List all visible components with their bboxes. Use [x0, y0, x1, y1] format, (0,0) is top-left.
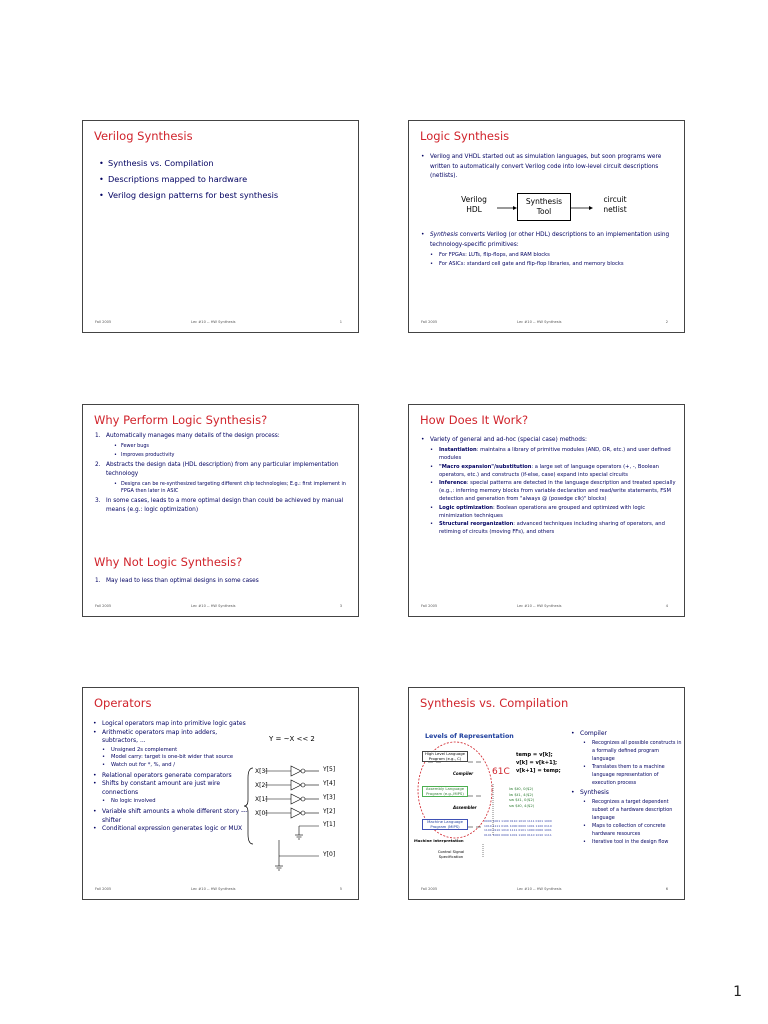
list-item [95, 577, 350, 586]
slide-subtitle: Why Not Logic Synthesis? [94, 555, 243, 569]
slide-title: Verilog Synthesis [94, 129, 193, 143]
asm-line: lw $t1, 4($2) [509, 791, 534, 797]
binary-line: 0101 1000 0000 1001 1100 0110 1010 1111 [484, 832, 552, 837]
emphasis-text: Synthesis [430, 232, 458, 238]
list-item [93, 808, 251, 825]
item-text: Variety of general and ad-hoc (special case) methods: [430, 437, 587, 443]
sub-item: • Translates them to a machine language representation of execution process [583, 763, 683, 787]
term: Instantiation [439, 447, 477, 454]
footer-lecture: Lec #10 -- HW Synthesis [517, 604, 562, 608]
footer-lecture: Lec #10 -- HW Synthesis [191, 320, 236, 324]
bullet-list [571, 730, 683, 848]
binary-code [484, 819, 552, 837]
footer-lecture: Lec #10 -- HW Synthesis [517, 887, 562, 891]
sub-item: • No logic involved [102, 798, 251, 806]
item-head: Compiler [580, 730, 608, 737]
output-label: Y[2] [323, 808, 336, 815]
definition: : special patterns are detected in the language description and treated specially (e.g.,: inferring memory blocks from variable declaration and read/write statements, FSM detection and generation from "always @ (posedge clk)" blocks) [439, 480, 676, 503]
sub-list [106, 442, 350, 459]
slide-title: Why Perform Logic Synthesis? [94, 413, 268, 427]
footer-date: Fall 2005 [421, 887, 438, 891]
csp-label: Control Signal Specification [437, 849, 465, 859]
list-item [93, 825, 251, 834]
sub-item: • Iterative tool in the design flow [583, 838, 683, 846]
slide-footer [83, 604, 358, 612]
list-item [571, 730, 683, 787]
slide-footer [83, 320, 358, 328]
flow-output-label: circuit [603, 195, 627, 204]
slide-footer [409, 604, 684, 612]
input-label: X[2] [255, 782, 268, 789]
page-number: 1 [733, 984, 742, 1000]
definition: : a large set of language operators (+, -, Boolean operators, etc.) and constructs (if-else, case) expand into special circuits [439, 463, 659, 478]
sub-list [106, 481, 350, 495]
list-item [421, 436, 679, 536]
item-text: Variable shift amounts a whole different story --- shifter [102, 807, 248, 824]
list-item: • Descriptions mapped to hardware [99, 171, 344, 187]
asm-line: lw $t0, 0($2) [509, 786, 534, 791]
slide-title: How Does It Work? [420, 413, 529, 427]
output-label: Y[0] [323, 851, 336, 858]
compiler-label: Compiler [453, 771, 474, 776]
asm-code [509, 786, 534, 808]
slide-footer [83, 887, 358, 895]
code-line: temp = v[k]; [516, 752, 553, 758]
box-label: Tool [536, 207, 552, 216]
mi-label: Machine Interpretation [414, 838, 464, 843]
sub-item: • Watch out for *, %, and / [102, 762, 251, 770]
sub-item: • For ASICs: standard cell gate and flip-flop libraries, and memory blocks [430, 260, 676, 269]
list-item [93, 772, 251, 781]
binary-line: 0000 1001 1100 0110 1010 1111 0101 1000 [484, 819, 552, 823]
list-item [95, 497, 350, 515]
item-text: Arithmetic operators map into adders, subtractors, ... [102, 728, 218, 745]
output-label: Y[3] [323, 794, 336, 801]
item-text: Logical operators map into primitive logic gates [102, 720, 246, 727]
numbered-list [95, 432, 350, 515]
list-item [571, 789, 683, 846]
sub-item: • For FPGAs: LUTs, flip-flops, and RAM blocks [430, 251, 676, 260]
flow-input-label: Verilog [461, 195, 487, 204]
slide-4 [408, 404, 685, 617]
footer-slide-number: 4 [665, 604, 668, 608]
slide-title: Synthesis vs. Compilation [420, 696, 569, 710]
binary-line: 1010 1111 0101 1000 0000 1001 1100 0110 [484, 823, 552, 828]
footer-slide-number: 1 [339, 320, 342, 324]
list-item: • Verilog and VHDL started out as simulation languages, but soon programs were written to automatically convert Verilog code into low-level circuit descriptions (netlists). [421, 153, 676, 182]
slide-2 [408, 120, 685, 333]
list-item [93, 720, 251, 729]
bullet-list [99, 155, 344, 203]
footer-lecture: Lec #10 -- HW Synthesis [517, 320, 562, 324]
sub-item [430, 504, 679, 520]
sub-list [583, 798, 683, 846]
sub-item: • Fewer bugs [114, 442, 350, 451]
definition: : advanced techniques including sharing of operators, and retiming of circuits (moving FFs), and others [439, 521, 665, 536]
numbered-list [95, 577, 350, 586]
term: Inference [439, 480, 467, 487]
slide-footer [409, 887, 684, 895]
bullet-list [421, 153, 676, 182]
item-number: 1. [95, 433, 101, 439]
slide-title: Logic Synthesis [420, 129, 510, 143]
item-text: Relational operators generate comparators [102, 771, 232, 779]
footer-lecture: Lec #10 -- HW Synthesis [191, 604, 236, 608]
list-item [421, 231, 676, 268]
item-text: Abstracts the design data (HDL description) from any particular implementation technology [106, 462, 339, 478]
term: Logic optimization [439, 504, 493, 511]
item-text: May lead to less than optimal designs in some cases [106, 578, 259, 584]
sub-item: • Model carry: target is one-bit wider that source [102, 754, 251, 762]
footer-date: Fall 2005 [95, 320, 112, 324]
item-text: Shifts by constant amount are just wire connections [102, 780, 221, 796]
asm-box: Assembly Language Program (e.g.,MIPS) [422, 786, 468, 797]
item-text: Automatically manages many details of the design process: [106, 433, 280, 439]
item-text: converts Verilog (or other HDL) descriptions to an implementation using technology-specific primitives: [430, 232, 670, 248]
synthesis-tool-box [517, 193, 571, 221]
footer-date: Fall 2005 [421, 604, 438, 608]
output-label: Y[1] [323, 821, 336, 828]
code-line: v[k+1] = temp; [516, 768, 561, 774]
slide-3 [82, 404, 359, 617]
slide-5 [82, 687, 359, 900]
list-item [95, 461, 350, 494]
sub-list [430, 446, 679, 536]
sub-item: • Designs can be re-synthesized targeting different chip technologies; E.g.: first implement in FPGA then later in ASIC [114, 481, 350, 495]
assembler-label: Assembler [453, 805, 477, 810]
sub-item: • Unsigned 2s complement [102, 747, 251, 755]
item-text: In some cases, leads to a more optimal design than could be achieved by manual means (e.g.: logic optimization) [106, 497, 344, 513]
item-text: Conditional expression generates logic or MUX [102, 825, 243, 833]
sub-list [102, 798, 251, 806]
term: Structural reorganization [439, 521, 514, 528]
figure-heading: Levels of Representation [425, 733, 514, 740]
sub-item [430, 463, 679, 479]
course-mark: 61C [492, 767, 510, 777]
item-number: 3. [95, 497, 101, 504]
shift-expression: Y = ~X << 2 [269, 735, 315, 743]
sub-item [430, 520, 679, 536]
c-code [516, 751, 561, 775]
bullet-list [421, 436, 679, 538]
slide-6 [408, 687, 685, 900]
footer-slide-number: 3 [339, 604, 342, 608]
list-item [95, 432, 350, 459]
list-item [93, 729, 251, 770]
sub-item [430, 446, 679, 462]
list-item: • Synthesis vs. Compilation [99, 155, 344, 171]
sub-item [430, 479, 679, 504]
definition: : Boolean operations are grouped and optimized with logic minimization techniques [439, 504, 646, 519]
flow-input-label: HDL [466, 205, 482, 214]
footer-date: Fall 2005 [421, 320, 438, 324]
flow-output-label: netlist [603, 205, 627, 214]
term: "Macro expansion"/substitution [439, 463, 532, 470]
list-item: • Verilog design patterns for best synthesis [99, 187, 344, 203]
asm-line: sw $t1, 0($2) [509, 797, 535, 802]
footer-slide-number: 6 [665, 887, 668, 891]
sub-item: • Recognizes all possible constructs in a formally defined program language [583, 739, 683, 763]
slide-title: Operators [94, 696, 152, 710]
code-line: v[k] = v[k+1]; [516, 760, 558, 766]
item-number: 2. [95, 462, 101, 469]
sub-list [430, 251, 676, 268]
output-label: Y[5] [323, 766, 336, 773]
sub-item: • Improves productivity [114, 451, 350, 460]
item-head: Synthesis [580, 789, 609, 797]
box-label: Synthesis [525, 197, 563, 206]
footer-lecture: Lec #10 -- HW Synthesis [191, 887, 236, 891]
input-label: X[0] [255, 810, 268, 817]
footer-slide-number: 2 [665, 320, 668, 324]
definition: : maintains a library of primitive modules (AND, OR, etc.) and user defined modules [439, 447, 671, 462]
sub-list [102, 747, 251, 770]
list-item [93, 780, 251, 806]
item-number: 1. [95, 578, 101, 584]
input-labels [255, 765, 268, 821]
slide-1 [82, 120, 359, 333]
footer-date: Fall 2005 [95, 604, 112, 608]
sub-item: • Recognizes a target dependent subset of a hardware description language [583, 798, 683, 822]
output-label: Y[4] [323, 780, 336, 787]
footer-slide-number: 5 [339, 887, 342, 891]
asm-line: sw $t0, 4($2) [509, 802, 535, 808]
input-label: X[1] [255, 796, 268, 803]
sub-list [583, 739, 683, 787]
slide-footer [409, 320, 684, 328]
binary-line: 1100 0110 1010 1111 0101 1000 0000 1001 [484, 828, 552, 832]
sub-item: • Maps to collection of concrete hardware resources [583, 822, 683, 838]
hll-box: High Level Language Program (e.g., C) [422, 751, 468, 762]
footer-date: Fall 2005 [95, 887, 112, 891]
bullet-list [93, 720, 251, 834]
bullet-list [421, 231, 676, 270]
input-label: X[3] [255, 768, 268, 775]
mlp-box: Machine Language Program (MIPS) [422, 819, 468, 830]
